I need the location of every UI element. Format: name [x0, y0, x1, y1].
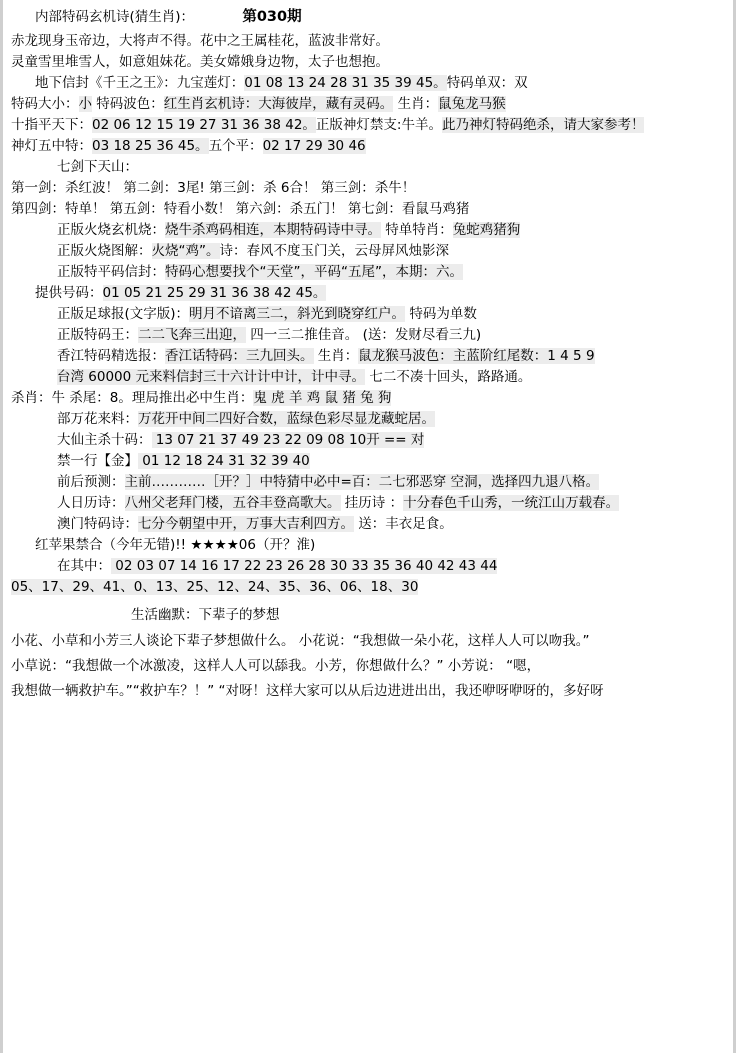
plain-text: 第四剑：特单！ [11, 201, 106, 217]
plain-text: 地下信封《千王之王》：九宝莲灯： [35, 75, 245, 91]
highlighted-text: 香江话特码：三九回头。 [165, 348, 314, 364]
highlighted-text: 此乃神灯特码绝杀，请大家参考！ [441, 117, 645, 133]
plain-text: 香江特码精选报： [57, 348, 165, 364]
content-line [11, 283, 725, 304]
highlighted-text: 万花开中间二四好合数，蓝绿色彩尽显龙藏蛇居。 [138, 411, 435, 427]
plain-text: 第三剑：杀牛！ [316, 180, 416, 196]
story-paragraph: 小花、小草和小芳三人谈论下辈子梦想做什么。 小花说：“我想做一朵小花，这样人人可以吻我。” [11, 633, 590, 649]
plain-text: 四一三二推佳音。 [246, 327, 359, 343]
plain-text: 正版火烧图解： [57, 243, 152, 259]
content-line [11, 409, 725, 430]
highlighted-text: 火烧“鸡”。 [151, 243, 220, 259]
highlighted-text: 特码心想要找个“天堂”，平码“五尾”，本期：六。 [165, 264, 463, 280]
plain-text: 第二剑：3尾! [119, 180, 205, 196]
plain-text: 杀尾：8。 [65, 390, 132, 406]
plain-text: 五个平： [208, 138, 263, 154]
poem-line: 赤龙现身玉帝边，大将声不得。花中之王属桂花，蓝波非常好。 [11, 33, 389, 49]
content-line [11, 388, 725, 409]
plain-text: 理局推出必中生肖： [131, 390, 254, 406]
content-line [11, 325, 725, 346]
content-line [11, 178, 725, 199]
plain-text: 人日历诗： [57, 495, 125, 511]
content-line [11, 157, 725, 178]
story-paragraph: 小草说：“我想做一个冰激凌，这样人人可以舔我。小芳，你想做什么？” 小芳说： “嗯， [11, 658, 541, 674]
highlighted-text: 红生肖玄机诗：大海彼岸，藏有灵码。 [163, 96, 394, 112]
highlighted-text: 八州父老拜门楼，五谷丰登高歌大。 [124, 495, 341, 511]
plain-text: 挂历诗 ： [340, 495, 404, 511]
plain-text: (送：发财尽看三九) [358, 327, 482, 343]
highlighted-text: 烧牛杀鸡码相连，本期特码诗中寻。 [165, 222, 381, 238]
plain-text: 前后预测： [57, 474, 125, 490]
plain-text: 正版特码王： [57, 327, 138, 343]
story-paragraph: 我想做一辆救护车。”“救护车？！” “对呀！这样大家可以从后边进进出出，我还咿呀咿呀的，多好呀 [11, 683, 604, 699]
plain-text: 特单特肖： [381, 222, 453, 238]
highlighted-text: 主前…………［开？］中特猜中必中=百：二七邪恶穿 空洞，选择四九退八格。 [124, 474, 600, 490]
highlighted-text: 十分春色千山秀，一统江山万载春。 [403, 495, 620, 511]
plain-text: 澳门特码诗： [57, 516, 138, 532]
plain-text: 特码大小： [11, 96, 79, 112]
content-line [11, 304, 725, 325]
plain-text: 十指平天下： [11, 117, 92, 133]
highlighted-text: 鬼 虎 羊 鸡 鼠 猪 兔 狗 [253, 390, 392, 406]
content-line [11, 262, 725, 283]
plain-text: 正版足球报(文字版)： [57, 306, 190, 322]
highlighted-text: 13 07 21 37 49 23 22 09 08 10开 == 对 [151, 432, 425, 448]
plain-text: 禁一行【金】 [57, 453, 138, 469]
content-line [11, 472, 725, 493]
plain-text: 特码波色： [92, 96, 164, 112]
document-header [11, 6, 725, 28]
content-line [11, 577, 725, 598]
highlighted-text: 02 03 07 14 16 17 22 23 26 28 30 33 35 36 40 42 43 44 [111, 558, 498, 574]
highlighted-text: 小 [78, 96, 92, 112]
plain-text: 特码为单数 [405, 306, 477, 322]
content-line [11, 220, 725, 241]
plain-text: 生肖： [313, 348, 359, 364]
highlighted-text: 01 12 18 24 31 32 39 40 [138, 453, 310, 469]
content-line [11, 514, 725, 535]
highlighted-text: 02 06 12 15 19 27 31 36 38 42。 [92, 117, 316, 133]
highlighted-text: 台湾 60000 元来料信封三十六计计中计，计中寻。 [57, 369, 366, 385]
plain-text: 第三剑：杀 6合！ [204, 180, 317, 196]
highlighted-text: 鼠龙猴马波色：主蓝阶红尾数：1 4 5 9 [358, 348, 595, 364]
plain-text: 第五剑：特看小数！ [105, 201, 232, 217]
content-line [11, 493, 725, 514]
plain-text: 在其中： [57, 558, 111, 574]
plain-text: 七二不凑十回头，路路通。 [365, 369, 532, 385]
content-line [11, 535, 725, 556]
content-line [11, 367, 725, 388]
content-line [11, 451, 725, 472]
highlighted-text: 兔蛇鸡猪狗 [452, 222, 521, 238]
highlighted-text: 二二飞奔三出迎， [138, 327, 246, 343]
plain-text: 生肖： [393, 96, 439, 112]
poem-line: 灵童雪里堆雪人，如意姐妹花。美女嫦娥身边物，太子也想抱。 [11, 54, 389, 70]
content-line [11, 94, 725, 115]
plain-text: 第七剑：看鼠马鸡猪 [343, 201, 470, 217]
plain-text: 第六剑：杀五门！ [231, 201, 344, 217]
content-line [11, 241, 725, 262]
content-sections [11, 73, 725, 598]
highlighted-text: 03 18 25 36 45。 [92, 138, 209, 154]
empty-area [11, 704, 725, 1004]
document-body [3, 0, 733, 1004]
plain-text: ★★★★06（开？淮) [186, 537, 316, 553]
story-block [11, 605, 725, 704]
plain-text: 红苹果禁合（今年无错)!! [35, 537, 187, 553]
highlighted-text: 05、17、29、41、0、13、25、12、24、35、36、06、18、30 [11, 579, 419, 595]
story-title: 生活幽默：下辈子的梦想 [131, 607, 280, 623]
highlighted-text: 七分今朝望中开，万事大吉利四方。 [138, 516, 354, 532]
highlighted-text: 明月不谙离三二，斜光到晓穿红户。 [189, 306, 406, 322]
content-line [11, 430, 725, 451]
plain-text: 正版火烧玄机烧： [57, 222, 165, 238]
content-line [11, 199, 725, 220]
plain-text: 特码单双：双 [446, 75, 528, 91]
header-issue: 第030期 [242, 9, 302, 25]
plain-text: 七剑下天山： [57, 159, 138, 175]
content-line [11, 136, 725, 157]
plain-text: 神灯五中特： [11, 138, 92, 154]
highlighted-text: 01 05 21 25 29 31 36 38 42 45。 [102, 285, 327, 301]
highlighted-text: 01 08 13 24 28 31 35 39 45。 [244, 75, 447, 91]
content-line [11, 73, 725, 94]
header-title: 内部特码玄机诗(猜生肖)： [35, 9, 195, 25]
plain-text: 部万花来料： [57, 411, 138, 427]
plain-text: 正版特平码信封： [57, 264, 165, 280]
content-line [11, 346, 725, 367]
plain-text: 杀肖：牛 [11, 390, 65, 406]
content-line [11, 556, 725, 577]
highlighted-text: 02 17 29 30 46 [262, 138, 366, 154]
plain-text: 正版神灯禁支:牛羊。 [315, 117, 442, 133]
plain-text: 第一剑：杀红波！ [11, 180, 119, 196]
plain-text: 提供号码： [35, 285, 103, 301]
plain-text: 诗：春风不度玉门关，云母屏风烛影深 [219, 243, 449, 259]
highlighted-text: 鼠兔龙马猴 [438, 96, 506, 112]
plain-text: 送：丰衣足食。 [354, 516, 453, 532]
content-line [11, 115, 725, 136]
plain-text: 大仙主杀十码： [57, 432, 152, 448]
